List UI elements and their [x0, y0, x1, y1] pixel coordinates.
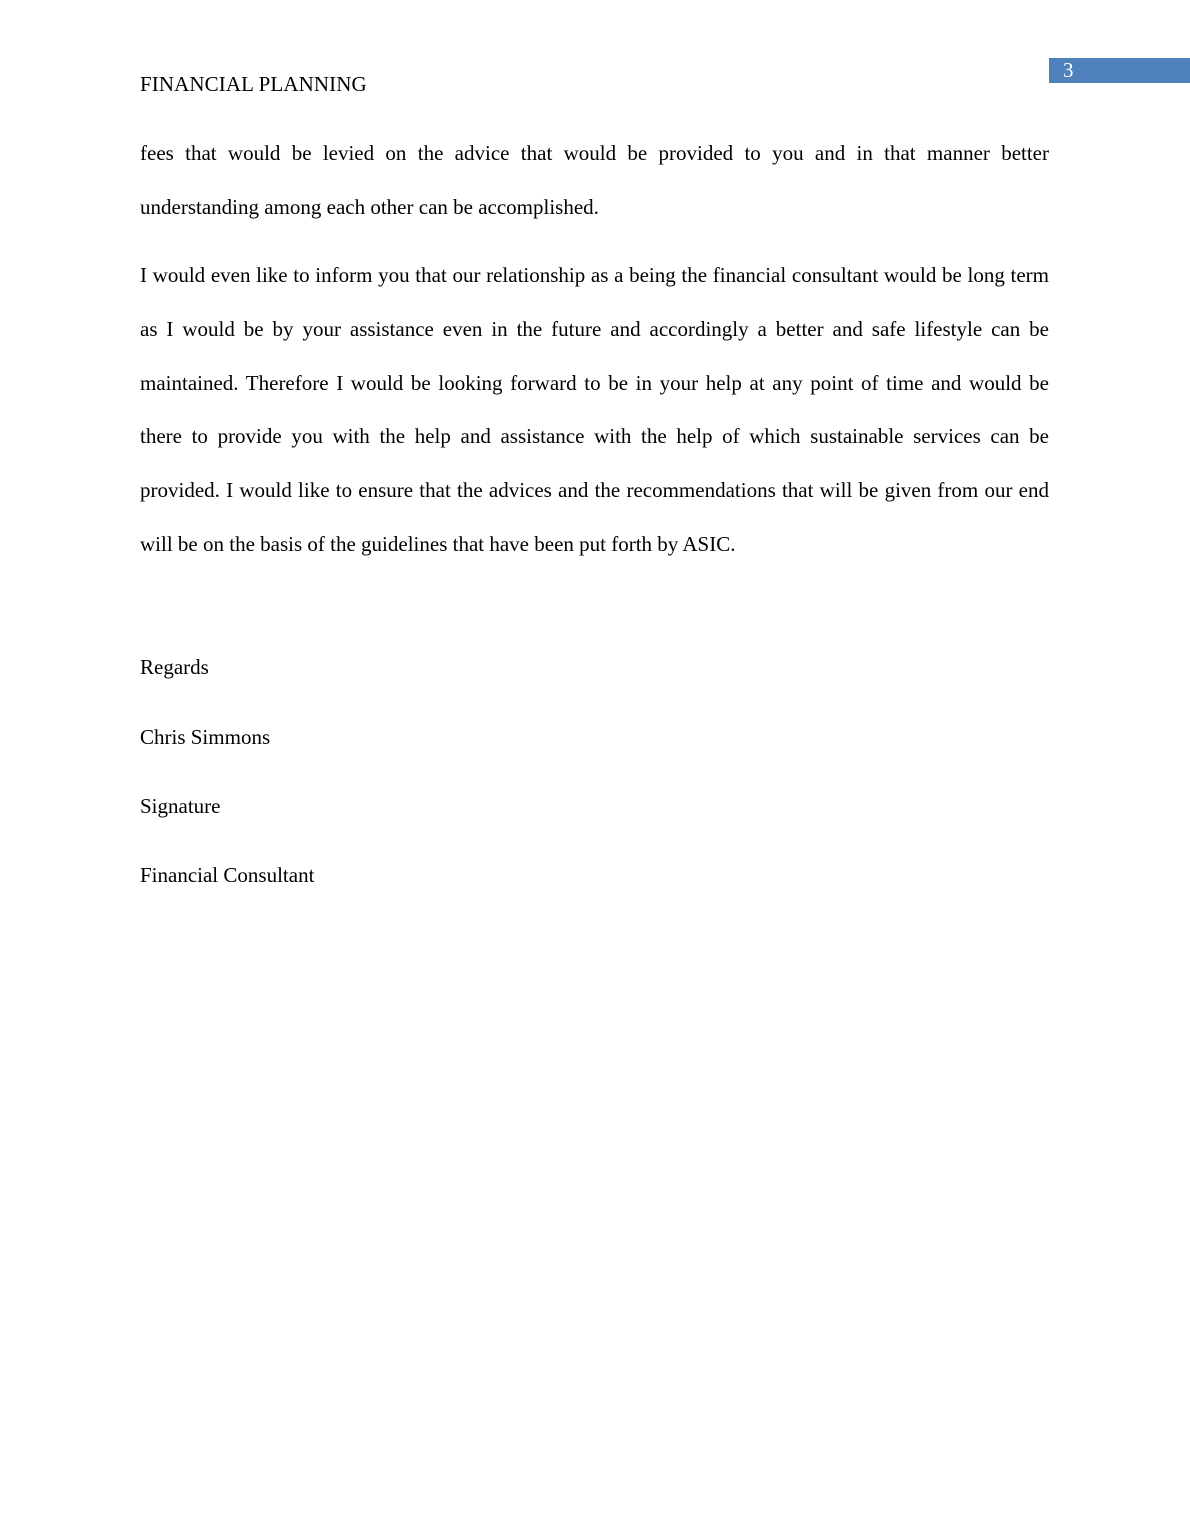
closing-signature-label: Signature	[140, 794, 221, 818]
closing-salutation: Regards	[140, 655, 209, 679]
body-paragraph-1: fees that would be levied on the advice that would be provided to you and in that manner better understanding among each other can be accomplished.	[140, 141, 1049, 219]
running-header-title: FINANCIAL PLANNING	[140, 72, 367, 96]
page-number: 3	[1063, 58, 1074, 82]
closing-name: Chris Simmons	[140, 725, 271, 749]
page-number-badge	[1049, 58, 1190, 83]
closing-job-title: Financial Consultant	[140, 863, 315, 887]
body-paragraph-2: I would even like to inform you that our relationship as a being the financial consultant would be long term as I would be by your assistance even in the future and accordingly a better and safe lifestyle can be maintained. Therefore I would be looking forward to be in your help at any point of time and would be there to provide you with the help and assistance with the help of which sustainable services can be provided. I would like to ensure that the advices and the recommendations that will be given from our end will be on the basis of the guidelines that have been put forth by ASIC.	[140, 263, 1049, 556]
